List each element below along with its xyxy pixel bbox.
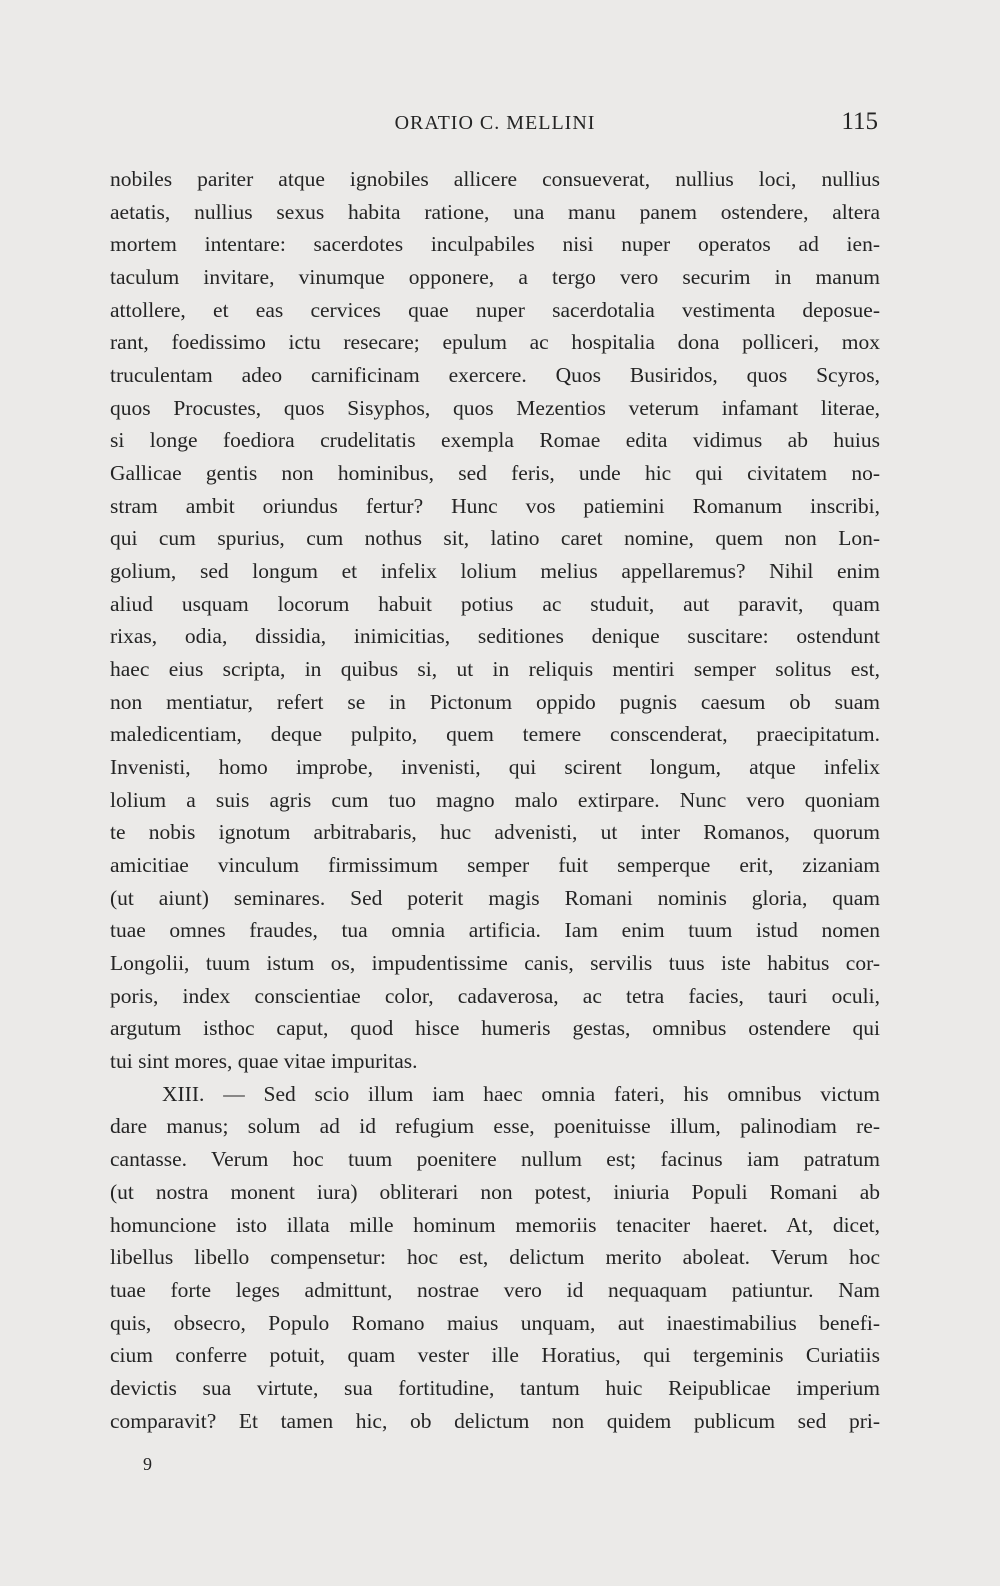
text-line: te nobis ignotum arbitrabaris, huc advenisti, ut inter Romanos, quorum (110, 820, 880, 845)
text-line: homuncione isto illata mille hominum memoriis tenaciter haeret. At, dicet, (110, 1212, 880, 1237)
text-line: lolium a suis agris cum tuo magno malo extirpare. Nunc vero quoniam (110, 787, 880, 812)
text-line: quos Procustes, quos Sisyphos, quos Mezentios veterum infamant literae, (110, 395, 880, 420)
section-heading-line: XIII. — Sed scio illum iam haec omnia fateri, his omnibus victum (162, 1081, 880, 1106)
text-line: cium conferre potuit, quam vester ille Horatius, qui tergeminis Curiatiis (110, 1343, 880, 1368)
text-line: attollere, et eas cervices quae nuper sacerdotalia vestimenta deposue- (110, 297, 880, 322)
text-line: tuae omnes fraudes, tua omnia artificia. Iam enim tuum istud nomen (110, 918, 880, 943)
text-line: amicitiae vinculum firmissimum semper fuit semperque erit, zizaniam (110, 853, 880, 878)
page-number: 115 (841, 108, 878, 135)
text-line: devictis sua virtute, sua fortitudine, tantum huic Reipublicae imperium (110, 1375, 880, 1400)
text-line: Invenisti, homo improbe, invenisti, qui scirent longum, atque infelix (110, 755, 880, 780)
text-line: libellus libello compensetur: hoc est, delictum merito aboleat. Verum hoc (110, 1245, 880, 1270)
text-line: qui cum spurius, cum nothus sit, latino caret nomine, quem non Lon- (110, 526, 880, 551)
text-line: Longolii, tuum istum os, impudentissime canis, servilis tuus iste habitus cor- (110, 951, 880, 976)
text-line: nobiles pariter atque ignobiles allicere consueverat, nullius loci, nullius (110, 167, 880, 191)
text-line: golium, sed longum et infelix lolium melius appellaremus? Nihil enim (110, 559, 880, 584)
text-line: dare manus; solum ad id refugium esse, poenituisse illum, palinodiam re- (110, 1114, 880, 1139)
text-line: cantasse. Verum hoc tuum poenitere nullum est; facinus iam patratum (110, 1147, 880, 1172)
text-line: Gallicae gentis non hominibus, sed feris, unde hic qui civitatem no- (110, 461, 880, 486)
text-line: tuae forte leges admittunt, nostrae vero id nequaquam patiuntur. Nam (110, 1277, 880, 1302)
text-line: (ut aiunt) seminares. Sed poterit magis Romani nominis gloria, quam (110, 885, 880, 910)
text-line: non mentiatur, refert se in Pictonum oppido pugnis caesum ob suam (110, 689, 880, 714)
text-line: aliud usquam locorum habuit potius ac studuit, aut paravit, quam (110, 591, 880, 616)
text-line: si longe foediora crudelitatis exempla Romae edita vidimus ab huius (110, 428, 880, 453)
paragraph-last-line: tui sint mores, quae vitae impuritas. (110, 1049, 418, 1074)
text-line: taculum invitare, vinumque opponere, a tergo vero securim in manum (110, 265, 880, 290)
text-line: stram ambit oriundus fertur? Hunc vos patiemini Romanum inscribi, (110, 493, 880, 518)
text-line: rant, foedissimo ictu resecare; epulum ac hospitalia dona polliceri, mox (110, 330, 880, 355)
text-line: aetatis, nullius sexus habita ratione, una manu panem ostendere, altera (110, 199, 880, 224)
text-line: maledicentiam, deque pulpito, quem temere conscenderat, praecipitatum. (110, 722, 880, 747)
signature-mark: 9 (143, 1454, 152, 1474)
running-title: ORATIO C. MELLINI (394, 112, 596, 134)
text-line: haec eius scripta, in quibus si, ut in reliquis mentiri semper solitus est, (110, 657, 880, 682)
text-line: (ut nostra monent iura) obliterari non potest, iniuria Populi Romani ab (110, 1179, 880, 1204)
text-line: argutum isthoc caput, quod hisce humeris gestas, omnibus ostendere qui (110, 1016, 880, 1041)
text-line: quis, obsecro, Populo Romano maius unquam, aut inaestimabilius benefi- (110, 1310, 880, 1335)
text-line: truculentam adeo carnificinam exercere. Quos Busiridos, quos Scyros, (110, 363, 880, 388)
text-line: mortem intentare: sacerdotes inculpabiles nisi nuper operatos ad ien- (110, 232, 880, 257)
text-line: comparavit? Et tamen hic, ob delictum non quidem publicum sed pri- (110, 1408, 880, 1433)
body-text (110, 163, 880, 1437)
text-line: poris, index conscientiae color, cadaverosa, ac tetra facies, tauri oculi, (110, 983, 880, 1008)
text-line: rixas, odia, dissidia, inimicitias, seditiones denique suscitare: ostendunt (110, 624, 880, 649)
page-header (108, 108, 882, 148)
